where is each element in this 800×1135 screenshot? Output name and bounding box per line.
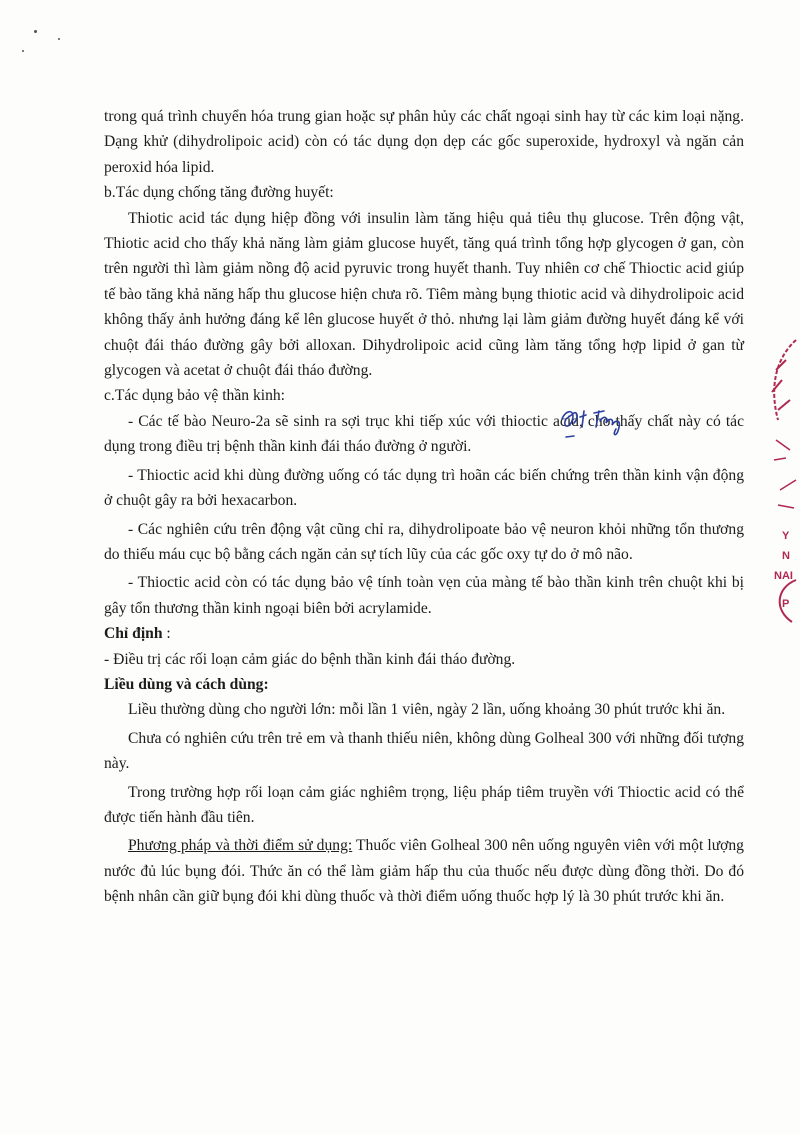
indication-heading: Chỉ định	[104, 625, 163, 643]
scan-speck	[22, 50, 24, 52]
bullet-acrylamide: - Thioctic acid còn có tác dụng bảo vệ tính toàn vẹn của màng tế bào thần kinh trên chuột khi bị gây tổn thương thần kinh ngoại biên bởi acrylamide.	[104, 574, 744, 617]
stamp-letter-p: P	[782, 598, 790, 610]
dosage-children: Chưa có nghiên cứu trên trẻ em và thanh thiếu niên, không dùng Golheal 300 với những đối tượng này.	[104, 729, 744, 773]
stamp-border	[756, 330, 800, 630]
dosage-heading: Liều dùng và cách dùng:	[104, 675, 269, 693]
heading-neuroprotective: c.Tác dụng bảo vệ thần kinh:	[104, 387, 286, 405]
indication-colon: :	[162, 625, 171, 643]
bullet-hexacarbon: - Thioctic acid khi dùng đường uống có tác dụng trì hoãn các biến chứng trên thần kinh vận động ở chuột gây ra bởi hexacarbon.	[104, 466, 744, 510]
dosage-adults: Liều thường dùng cho người lớn: mỗi lần 1 viên, ngày 2 lần, uống khoảng 30 phút trước khi ăn.	[128, 701, 726, 719]
administration-text: Thuốc viên Golheal 300 nên uống nguyên viên với một lượng nước đủ lúc bụng đói. Thức ăn có thể làm giảm hấp thu của thuốc nếu được dùng đồng thời. Do đó bệnh nhân cần giữ bụng đói khi dùng thuốc và thời điểm uống thuốc hợp lý là 30 phút trước khi ăn.	[104, 837, 744, 906]
paragraph-continuation: trong quá trình chuyển hóa trung gian hoặc sự phân hủy các chất ngoại sinh hay từ các kim loại nặng. Dạng khử (dihydrolipoic acid) còn có tác dụng dọn dẹp các gốc superoxide, hydroxyl và ngăn cản peroxid hóa lipid.	[104, 108, 744, 176]
paragraph-anti-hyperglycemic: Thiotic acid tác dụng hiệp đồng với insulin làm tăng hiệu quả tiêu thụ glucose. Trên động vật, Thiotic acid cho thấy khả năng làm giảm glucose huyết, tăng quá trình tổng hợp glycogen ở gan, còn trên người thì làm giảm nồng độ acid pyruvic trong huyết thanh. Tuy nhiên cơ chế Thioctic acid giúp tế bào tăng khả năng hấp thu glucose hiện chưa rõ. Tiêm màng bụng thiotic acid và dihydrolipoic acid không thấy ảnh hưởng đáng kể lên glucose huyết ở thỏ. nhưng lại làm giảm đường huyết đáng kể với chuột đái tháo đường gây bởi alloxan. Dihydrolipoic acid cũng làm tăng tổng hợp lipid ở gan từ glycogen và acetat ở chuột đái tháo đường.	[104, 209, 744, 380]
red-stamp-fragment	[756, 330, 800, 630]
administration-paragraph	[104, 833, 744, 909]
bullet-neuro-2a: - Các tế bào Neuro-2a sẽ sinh ra sợi trục khi tiếp xúc với thioctic acid, cho thấy chất này có tác dụng trong điều trị bệnh thần kinh đái tháo đường ở người.	[104, 412, 744, 456]
document-body	[104, 104, 744, 910]
administration-label: Phương pháp và thời điểm sử dụng:	[128, 837, 353, 855]
stamp-letters-nai: NAI	[774, 570, 793, 582]
dosage-severe: Trong trường hợp rối loạn cảm giác nghiêm trọng, liệu pháp tiêm truyền với Thioctic acid có thể được tiến hành đầu tiên.	[104, 783, 744, 826]
bullet-ischemia: - Các nghiên cứu trên động vật cũng chỉ ra, dihydrolipoate bảo vệ neuron khỏi những tổn thương do thiếu máu cục bộ bằng cách ngăn cản sự tích lũy của các gốc oxy tự do ở mô não.	[104, 520, 744, 563]
indication-heading-line	[104, 621, 744, 646]
indication-item: - Điều trị các rối loạn cảm giác do bệnh thần kinh đái tháo đường.	[104, 650, 516, 668]
scan-speck	[58, 38, 60, 40]
handwritten-signature	[556, 405, 636, 445]
scan-speck	[34, 30, 37, 33]
heading-anti-hyperglycemic: b.Tác dụng chống tăng đường huyết:	[104, 184, 334, 202]
stamp-letter-y: Y	[782, 530, 790, 542]
stamp-letter-n: N	[782, 550, 790, 562]
